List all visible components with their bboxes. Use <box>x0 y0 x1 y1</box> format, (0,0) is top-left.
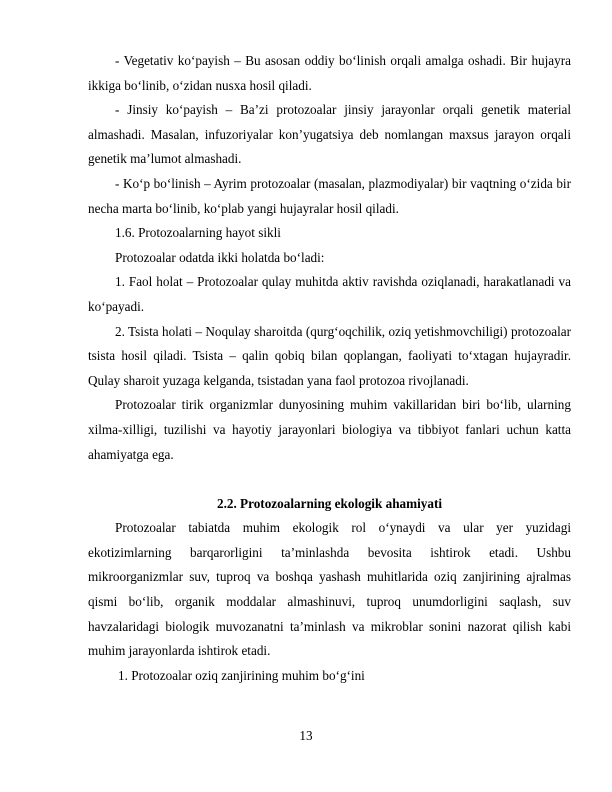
paragraph-active-state: 1. Faol holat – Protozoalar qulay muhitda aktiv ravishda oziqlanadi, harakatlanadi va ko‘payadi. <box>88 274 571 314</box>
section-heading: 2.2. Protozoalarning ekologik ahamiyati <box>216 495 443 511</box>
page-content <box>88 49 571 688</box>
paragraph-two-states: Protozoalar odatda ikki holatda bo‘ladi: <box>115 249 325 265</box>
paragraph-cyst-state: 2. Tsista holati – Noqulay sharoitda (qurg‘oqchilik, oziq yetishmovchiligi) protozoalar tsista hosil qiladi. Tsista – qalin qobiq bilan qoplangan, faoliyati to‘xtagan hujayradir. Qulay sharoit yuzaga kelganda, tsistadan yana faol protozoa rivojlanadi. <box>88 323 571 388</box>
paragraph-vegetative-reproduction: - Vegetativ ko‘payish – Bu asosan oddiy bo‘linish orqali amalga oshadi. Bir hujayra ikkiga bo‘linib, o‘zidan nusxa hosil qiladi. <box>88 53 571 93</box>
page-number: 13 <box>299 728 313 743</box>
paragraph-multiple-division: - Ko‘p bo‘linish – Ayrim protozoalar (masalan, plazmodiyalar) bir vaqtning o‘zida bir necha marta bo‘linib, ko‘plab yangi hujayralar hosil qiladi. <box>88 175 571 216</box>
subsection-title-life-cycle: 1.6. Protozoalarning hayot sikli <box>115 225 281 241</box>
list-item-food-chain: 1. Protozoalar oziq zanjirining muhim bo‘g‘ini <box>118 667 365 683</box>
paragraph-ecological-role: Protozoalar tabiatda muhim ekologik rol o‘ynaydi va ular yer yuzidagi ekotizimlarning barqarorligini ta’minlashda bevosita ishtirok etadi. Ushbu mikroorganizmlar suv, tuproq va boshqa yashash muhitlarida oziq zanjirining ajralmas qismi bo‘lib, organik moddalar almashinuvi, tuproq unumdorligini saqlash, suv havzalaridagi biologik muvozanatni ta’minlash va mikroblar sonini nazorat qilish kabi muhim jarayonlarda ishtirok etadi. <box>88 520 571 659</box>
paragraph-sexual-reproduction: - Jinsiy ko‘payish – Ba’zi protozoalar jinsiy jarayonlar orqali genetik material almashadi. Masalan, infuzoriyalar kon’yugatsiya deb nomlangan maxsus jarayon orqali genetik ma’lumot almashadi. <box>88 102 571 167</box>
paragraph-importance: Protozoalar tirik organizmlar dunyosining muhim vakillaridan biri bo‘lib, ularning xilma-xilligi, tuzilishi va hayotiy jarayonlari biologiya va tibbiyot fanlari uchun katta ahamiyatga ega. <box>88 397 571 462</box>
